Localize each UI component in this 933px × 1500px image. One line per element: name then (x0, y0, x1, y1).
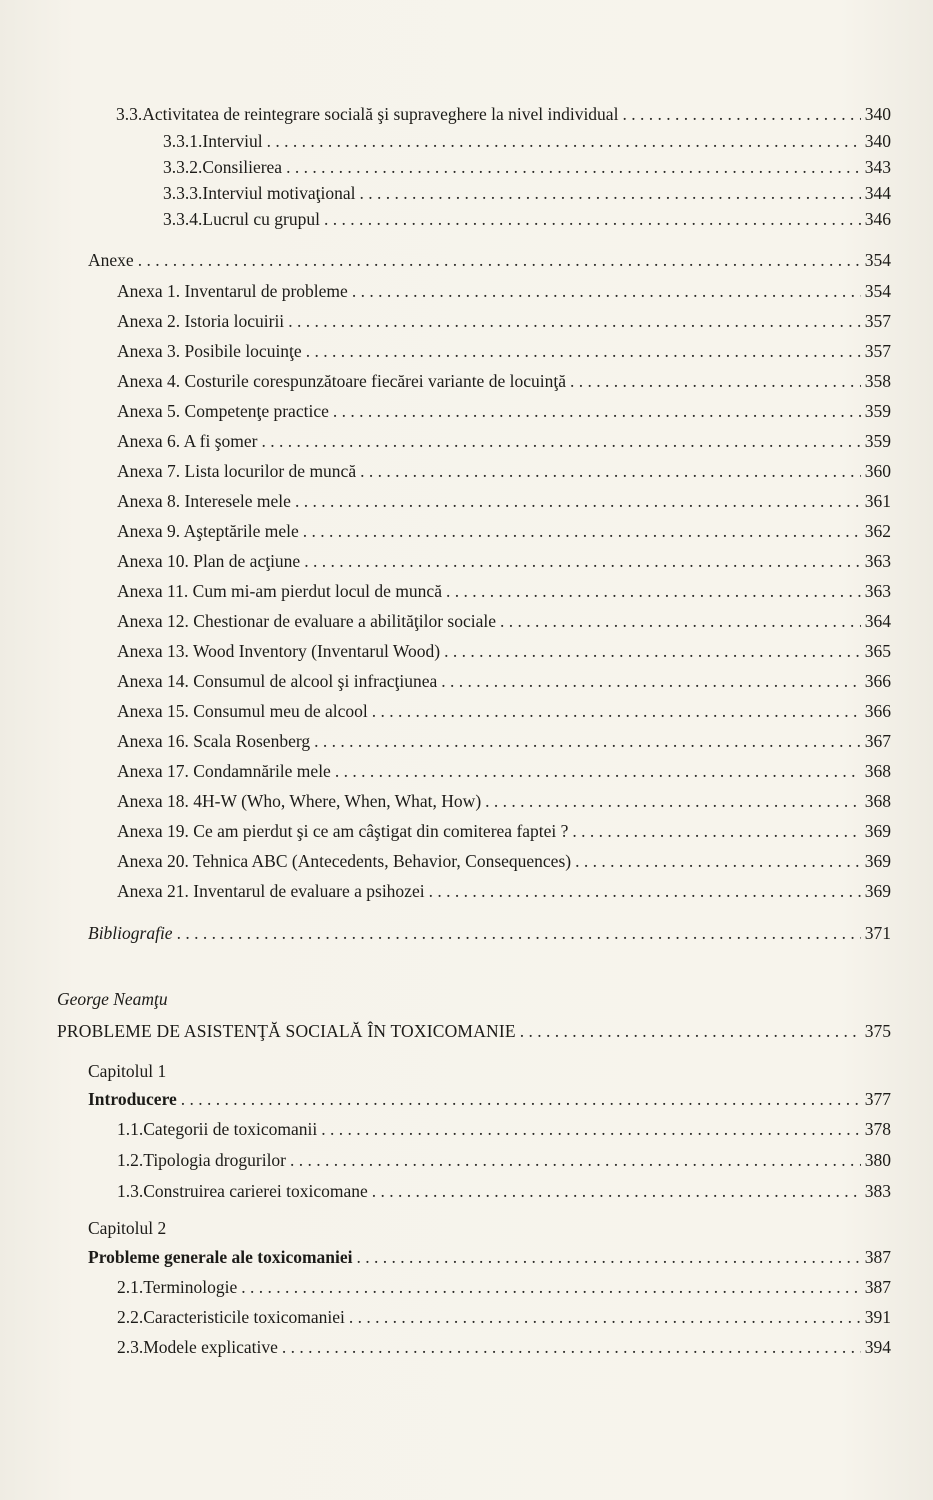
dot-leader (303, 520, 861, 542)
page-number: 357 (864, 311, 891, 331)
section-title: Interviul (202, 131, 263, 151)
annex-title: Anexa 14. Consumul de alcool şi infracţiunea (117, 671, 438, 691)
section-title: Interviul motivaţional (202, 183, 356, 203)
page-number: 377 (864, 1089, 891, 1109)
toc-row-chapter-1[interactable] (0, 1088, 933, 1110)
toc-row-chapter-2[interactable] (0, 1246, 933, 1268)
toc-row-3-3-1[interactable] (0, 130, 933, 152)
section-number: 3.3.2. (163, 157, 203, 177)
page-number: 366 (864, 701, 891, 721)
page-number: 357 (864, 341, 891, 361)
section-number: 3.3.4. (163, 209, 203, 229)
dot-leader (286, 156, 861, 178)
toc-row-part-title[interactable] (0, 1020, 933, 1042)
page-number: 346 (864, 209, 891, 229)
section-title: Terminologie (143, 1277, 238, 1297)
page-number: 383 (864, 1181, 891, 1201)
dot-leader (360, 460, 861, 482)
annex-row[interactable] (0, 460, 933, 482)
annex-title: Anexa 2. Istoria locuirii (117, 311, 285, 331)
annex-title: Anexa 16. Scala Rosenberg (117, 731, 311, 751)
page-number: 354 (864, 250, 891, 270)
dot-leader (324, 208, 861, 230)
page-number: 366 (864, 671, 891, 691)
page-number: 369 (864, 881, 891, 901)
annex-row[interactable] (0, 400, 933, 422)
page-number: 378 (864, 1119, 891, 1139)
annex-title: Anexa 1. Inventarul de probleme (117, 281, 348, 301)
dot-leader (282, 1336, 861, 1358)
section-number: 3.3. (116, 104, 143, 124)
section-title: Activitatea de reintegrare socială şi supraveghere la nivel individual (142, 104, 619, 124)
section-title: Construirea carierei toxicomane (143, 1181, 368, 1201)
section-title: Categorii de toxicomanii (143, 1119, 318, 1139)
annex-row[interactable] (0, 310, 933, 332)
dot-leader (520, 1020, 861, 1042)
section-number: 1.2. (117, 1150, 144, 1170)
annex-row[interactable] (0, 520, 933, 542)
dot-leader (485, 790, 861, 812)
dot-leader (288, 310, 861, 332)
annex-title: Anexa 10. Plan de acţiune (117, 551, 301, 571)
annex-row[interactable] (0, 490, 933, 512)
dot-leader (241, 1276, 860, 1298)
annex-title: Anexa 8. Interesele mele (117, 491, 291, 511)
annex-row[interactable] (0, 790, 933, 812)
section-title: Lucrul cu grupul (202, 209, 320, 229)
annex-title: Anexa 11. Cum mi-am pierdut locul de muncă (117, 581, 442, 601)
page-number: 363 (864, 551, 891, 571)
toc-row-3-3-3[interactable] (0, 182, 933, 204)
dot-leader (314, 730, 861, 752)
annex-title: Anexa 13. Wood Inventory (Inventarul Wood) (117, 641, 441, 661)
chapter-title: Introducere (88, 1089, 177, 1109)
annex-title: Anexa 15. Consumul meu de alcool (117, 701, 368, 721)
annex-row[interactable] (0, 340, 933, 362)
dot-leader (290, 1149, 861, 1171)
dot-leader (335, 760, 861, 782)
chapter-title: Probleme generale ale toxicomaniei (88, 1247, 353, 1267)
page-number: 380 (864, 1150, 891, 1170)
dot-leader (304, 550, 861, 572)
dot-leader (352, 280, 861, 302)
dot-leader (572, 820, 860, 842)
annex-row[interactable] (0, 430, 933, 452)
annex-title: Anexa 6. A fi şomer (117, 431, 258, 451)
section-number: 3.3.3. (163, 183, 203, 203)
dot-leader (575, 850, 861, 872)
annex-row[interactable] (0, 580, 933, 602)
annex-title: Anexa 3. Posibile locuinţe (117, 341, 302, 361)
toc-row-3-3-4[interactable] (0, 208, 933, 230)
toc-row-1-2[interactable] (0, 1149, 933, 1171)
page-number: 340 (864, 104, 891, 124)
toc-row-2-1[interactable] (0, 1276, 933, 1298)
section-number: 3.3.1. (163, 131, 203, 151)
page-number: 343 (864, 157, 891, 177)
annex-title: Anexa 19. Ce am pierdut şi ce am câştigat din comiterea faptei ? (117, 821, 569, 841)
annex-row[interactable] (0, 670, 933, 692)
annex-title: Anexa 12. Chestionar de evaluare a abilităţilor sociale (117, 611, 497, 631)
page-number: 368 (864, 761, 891, 781)
page-number: 391 (864, 1307, 891, 1327)
dot-leader (444, 640, 861, 662)
page-number: 387 (864, 1247, 891, 1267)
dot-leader (306, 340, 861, 362)
page-number: 364 (864, 611, 891, 631)
dot-leader (138, 249, 861, 271)
section-title: Modele explicative (143, 1337, 278, 1357)
dot-leader (429, 880, 861, 902)
dot-leader (261, 430, 860, 452)
annex-title: Anexa 7. Lista locurilor de muncă (117, 461, 357, 481)
page-number: 358 (864, 371, 891, 391)
page-number: 375 (864, 1021, 891, 1041)
annex-title: Anexa 9. Aşteptările mele (117, 521, 299, 541)
page-number: 369 (864, 851, 891, 871)
annex-title: Anexa 17. Condamnările mele (117, 761, 331, 781)
annex-row[interactable] (0, 820, 933, 842)
page-number: 367 (864, 731, 891, 751)
dot-leader (372, 700, 861, 722)
section-number: 1.3. (117, 1181, 144, 1201)
annex-row[interactable] (0, 610, 933, 632)
annex-row[interactable] (0, 370, 933, 392)
toc-row-3-3[interactable] (0, 103, 933, 125)
annex-row[interactable] (0, 700, 933, 722)
section-title: Bibliografie (88, 923, 173, 943)
page-number: 360 (864, 461, 891, 481)
toc-row-1-1[interactable] (0, 1118, 933, 1140)
dot-leader (357, 1246, 861, 1268)
page-number: 362 (864, 521, 891, 541)
dot-leader (372, 1180, 861, 1202)
page-number: 371 (864, 923, 891, 943)
page-number: 359 (864, 401, 891, 421)
page-number: 354 (864, 281, 891, 301)
section-title: Anexe (88, 250, 134, 270)
page-number: 359 (864, 431, 891, 451)
dot-leader (359, 182, 860, 204)
section-number: 2.1. (117, 1277, 144, 1297)
page-number: 363 (864, 581, 891, 601)
annex-title: Anexa 21. Inventarul de evaluare a psihozei (117, 881, 425, 901)
dot-leader (622, 103, 860, 125)
annex-row[interactable] (0, 280, 933, 302)
toc-row-bibliografie[interactable] (0, 922, 933, 944)
annex-title: Anexa 18. 4H-W (Who, Where, When, What, How) (117, 791, 482, 811)
dot-leader (177, 922, 861, 944)
page-number: 387 (864, 1277, 891, 1297)
annex-title: Anexa 20. Tehnica ABC (Antecedents, Behavior, Consequences) (117, 851, 572, 871)
page-number: 394 (864, 1337, 891, 1357)
toc-row-anexe[interactable] (0, 249, 933, 271)
toc-row-2-3[interactable] (0, 1336, 933, 1358)
dot-leader (321, 1118, 861, 1140)
annex-title: Anexa 5. Competenţe practice (117, 401, 329, 421)
annex-row[interactable] (0, 550, 933, 572)
dot-leader (446, 580, 861, 602)
annex-row[interactable] (0, 730, 933, 752)
chapter-1-label: Capitolul 1 (88, 1061, 167, 1081)
dot-leader (333, 400, 861, 422)
section-title: Caracteristicile toxicomaniei (143, 1307, 345, 1327)
page-number: 344 (864, 183, 891, 203)
toc-row-3-3-2[interactable] (0, 156, 933, 178)
page-number: 340 (864, 131, 891, 151)
toc-row-1-3[interactable] (0, 1180, 933, 1202)
annex-row[interactable] (0, 760, 933, 782)
section-number: 2.3. (117, 1337, 144, 1357)
section-number: 1.1. (117, 1119, 144, 1139)
toc-row-2-2[interactable] (0, 1306, 933, 1328)
dot-leader (295, 490, 861, 512)
section-number: 2.2. (117, 1307, 144, 1327)
annex-row[interactable] (0, 850, 933, 872)
annex-row[interactable] (0, 640, 933, 662)
page-number: 368 (864, 791, 891, 811)
dot-leader (500, 610, 861, 632)
annex-title: Anexa 4. Costurile corespunzătoare fiecărei variante de locuinţă (117, 371, 566, 391)
dot-leader (441, 670, 860, 692)
page-number: 361 (864, 491, 891, 511)
dot-leader (267, 130, 861, 152)
page-number: 365 (864, 641, 891, 661)
dot-leader (181, 1088, 861, 1110)
chapter-2-label: Capitolul 2 (88, 1218, 167, 1238)
annex-row[interactable] (0, 880, 933, 902)
section-title: Consilierea (202, 157, 283, 177)
dot-leader (570, 370, 861, 392)
author-name: George Neamţu (57, 989, 168, 1009)
part-title: PROBLEME DE ASISTENŢĂ SOCIALĂ ÎN TOXICOMANIE (57, 1021, 516, 1041)
section-title: Tipologia drogurilor (143, 1150, 287, 1170)
dot-leader (349, 1306, 861, 1328)
page-number: 369 (864, 821, 891, 841)
